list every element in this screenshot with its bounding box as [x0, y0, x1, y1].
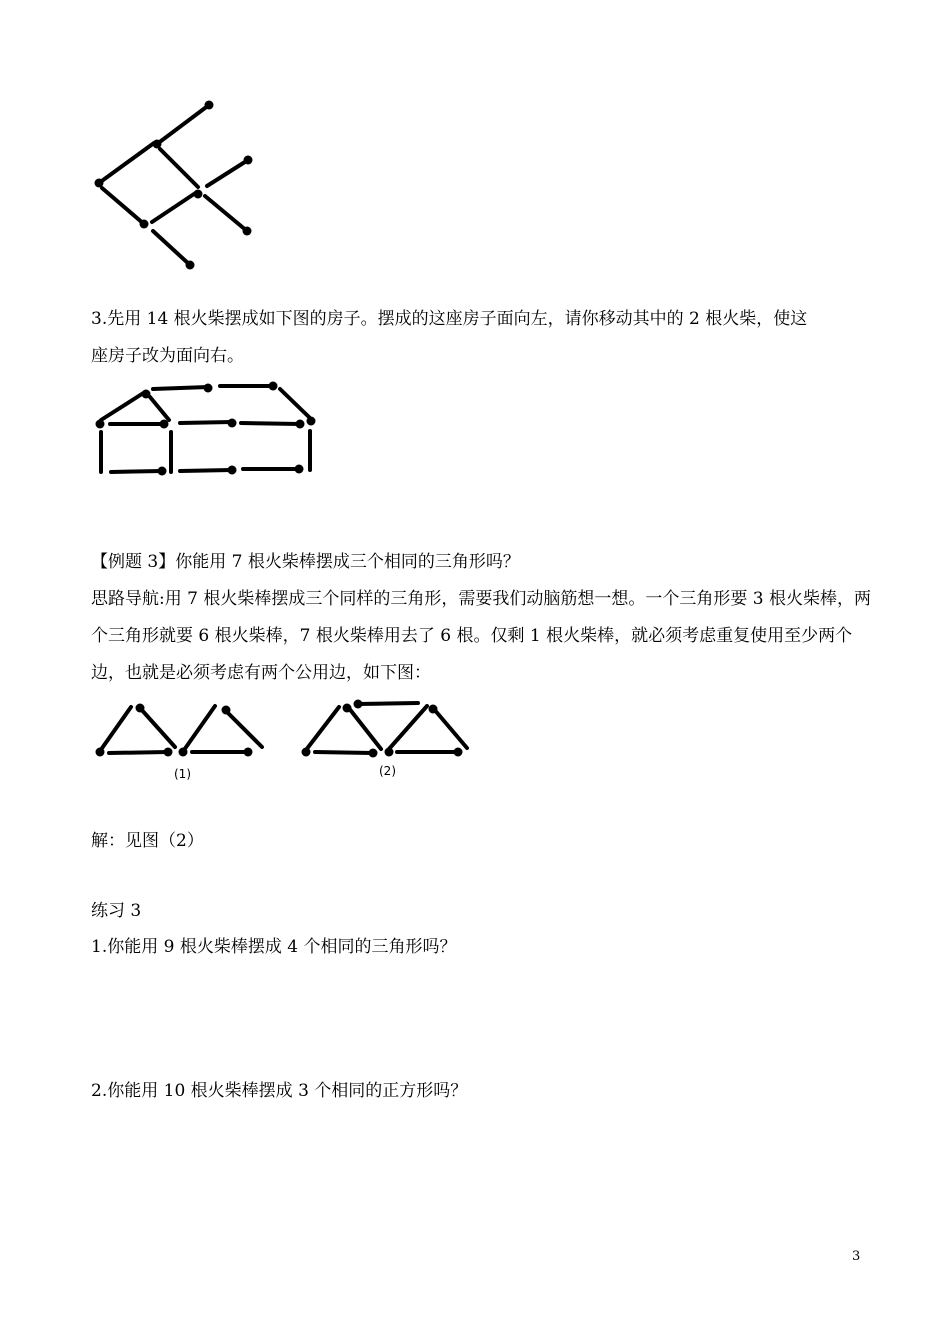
solution-text: 解：见图（2）	[91, 831, 204, 851]
example-3-title: 【例题 3】你能用 7 根火柴棒摆成三个相同的三角形吗？	[91, 552, 520, 572]
example-3-guide: 思路导航:用 7 根火柴棒摆成三个同样的三角形，需要我们动脑筋想一想。一个三角形要 3 根火柴棒，两个三角形就要 6 根火柴棒，7 根火柴棒用去了 6 根。仅剩 1 根火柴棒，就必须考虑重复使用至少两个边，也就是必须考虑有两个公用边，如下图：	[91, 589, 871, 683]
problem-3-line-1: 3.先用 14 根火柴摆成如下图的房子。摆成的这座房子面向左，请你移动其中的 2 根火柴，使这	[91, 309, 808, 329]
house-matchstick-figure	[90, 378, 320, 483]
exercise-3-question-1: 1.你能用 9 根火柴棒摆成 4 个相同的三角形吗？	[91, 937, 457, 957]
figure-1-label: (1)	[174, 767, 191, 781]
fish-matchstick-figure	[90, 95, 260, 275]
triangles-figure-2	[298, 698, 473, 760]
figure-2-label: (2)	[379, 764, 396, 778]
problem-3-line-2: 座房子改为面向右。	[91, 346, 244, 366]
exercise-3-heading: 练习 3	[91, 901, 142, 921]
triangles-figure-1	[92, 698, 272, 763]
exercise-3-question-2: 2.你能用 10 根火柴棒摆成 3 个相同的正方形吗？	[91, 1081, 468, 1101]
page-number: 3	[852, 1249, 861, 1264]
